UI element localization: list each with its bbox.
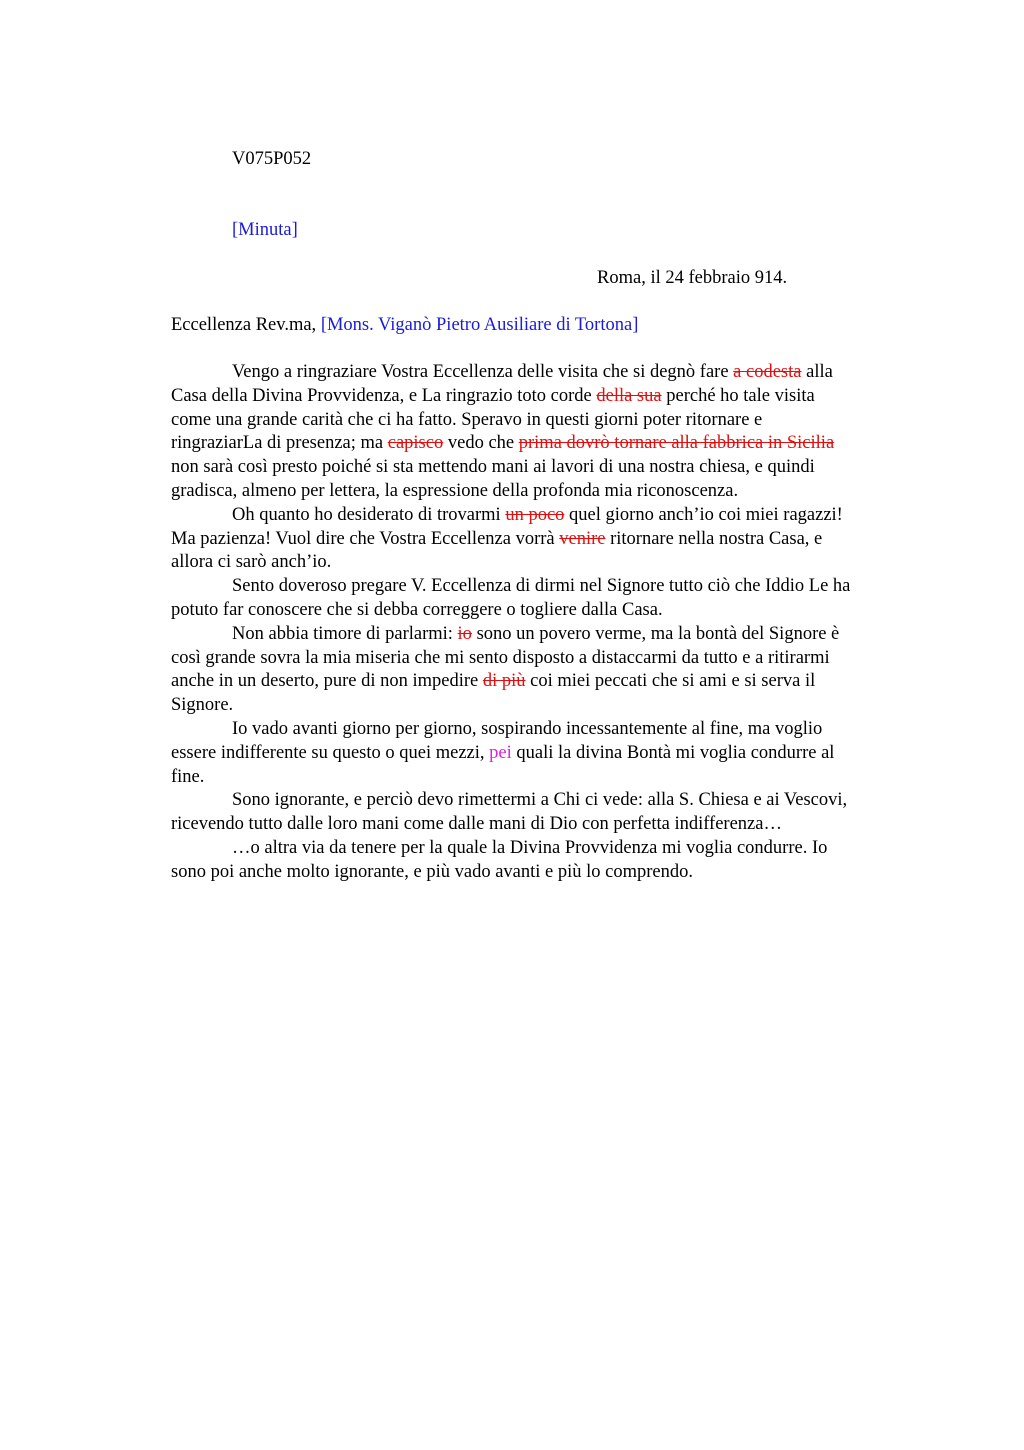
text-run: allora ci sarò anch’io. xyxy=(171,552,332,573)
text-run: coi miei peccati che si ami e si serva il xyxy=(525,671,816,692)
text-run: alla xyxy=(801,362,833,382)
paragraph-1 xyxy=(171,361,931,504)
deleted-text: di più xyxy=(482,671,526,692)
text-run: Casa della Divina Provvidenza, e La ringrazio toto corde xyxy=(171,385,597,406)
deleted-text: capisco xyxy=(387,433,444,454)
text-run: ritornare nella nostra Casa, e xyxy=(605,528,823,549)
deleted-text: un poco xyxy=(505,504,565,525)
minuta-label: [Minuta] xyxy=(232,220,298,240)
text-run: ringraziarLa di presenza; ma xyxy=(171,433,388,454)
text-run: fine. xyxy=(171,766,205,787)
paragraph-7 xyxy=(171,837,931,885)
text-run: vedo che xyxy=(443,433,519,454)
text-run: perché ho tale visita xyxy=(661,385,815,406)
dateline: Roma, il 24 febbraio 914. xyxy=(597,268,788,288)
paragraph-4 xyxy=(171,623,931,718)
text-run: quali la divina Bontà mi voglia condurre al xyxy=(511,742,835,763)
text-run: Signore. xyxy=(171,695,234,716)
deleted-text: della sua xyxy=(596,385,662,406)
text-run: Vengo a ringraziare Vostra Eccellenza delle visita che si degnò fare xyxy=(232,362,734,382)
deleted-text: io xyxy=(457,623,472,644)
text-run: Ma pazienza! Vuol dire che Vostra Eccellenza vorrà xyxy=(171,528,560,549)
letter-body xyxy=(171,361,931,885)
text-run: Sento doveroso pregare V. Eccellenza di dirmi nel Signore tutto ciò che Iddio Le ha xyxy=(232,576,851,597)
text-run: anche in un deserto, pure di non impedire xyxy=(171,671,483,692)
paragraph-5 xyxy=(171,718,931,789)
document-id: V075P052 xyxy=(232,149,312,169)
text-run: Io vado avanti giorno per giorno, sospirando incessantemente al fine, ma voglio xyxy=(232,718,823,739)
text-run: potuto far conoscere che si debba correggere o togliere dalla Casa. xyxy=(171,599,663,620)
deleted-text: prima dovrò tornare alla fabbrica in Sicilia xyxy=(518,433,835,454)
text-run: Sono ignorante, e perciò devo rimettermi a Chi ci vede: alla S. Chiesa e ai Vescovi, xyxy=(232,790,848,811)
salutation-greeting: Eccellenza Rev.ma, xyxy=(171,315,317,335)
salutation xyxy=(171,314,638,336)
text-run: Non abbia timore di parlarmi: xyxy=(232,623,458,644)
text-run: sono un povero verme, ma la bontà del Signore è xyxy=(471,623,840,644)
text-run: …o altra via da tenere per la quale la Divina Provvidenza mi voglia condurre. Io xyxy=(232,837,828,858)
text-run: ricevendo tutto dalle loro mani come dalle mani di Dio con perfetta indifferenza… xyxy=(171,814,782,835)
text-run: così grande sovra la mia miseria che mi sento disposto a distaccarmi da tutto e a ritirarmi xyxy=(171,647,830,668)
text-run: sono poi anche molto ignorante, e più vado avanti e più lo comprendo. xyxy=(171,861,693,882)
deleted-text: venire xyxy=(559,528,606,549)
paragraph-2 xyxy=(171,504,931,575)
text-run: come una grande carità che ci ha fatto. Speravo in questi giorni poter ritornare e xyxy=(171,409,763,430)
text-run: essere indifferente su questo o quei mezzi, xyxy=(171,742,490,763)
paragraph-6 xyxy=(171,789,931,837)
text-run: non sarà così presto poiché si sta mettendo mani ai lavori di una nostra chiesa, e quindi xyxy=(171,457,815,478)
text-run: gradisca, almeno per lettera, la espressione della profonda mia riconoscenza. xyxy=(171,480,739,501)
deleted-text: a codesta xyxy=(733,362,802,382)
inserted-text: pei xyxy=(489,742,512,763)
salutation-recipient: [Mons. Viganò Pietro Ausiliare di Tortona] xyxy=(320,315,639,335)
text-run: Oh quanto ho desiderato di trovarmi xyxy=(232,504,506,525)
text-run: quel giorno anch’io coi miei ragazzi! xyxy=(564,504,843,525)
paragraph-3 xyxy=(171,575,931,623)
